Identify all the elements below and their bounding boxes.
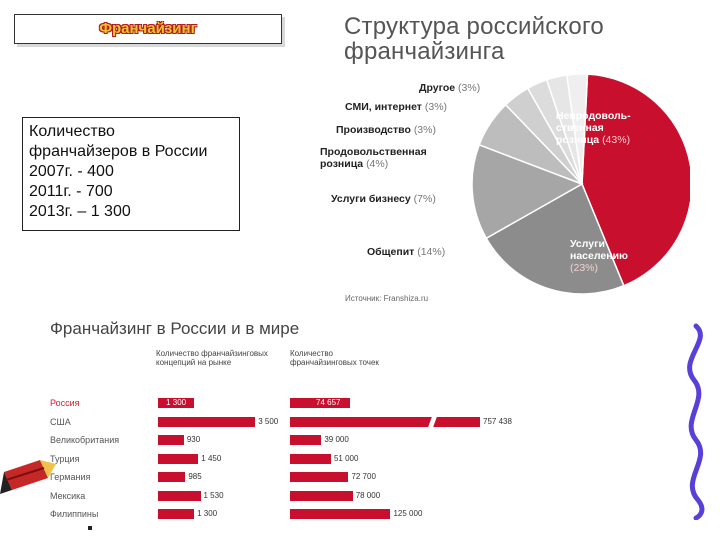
- info-line: 2013г. – 1 300: [29, 203, 131, 220]
- bar-concepts: [158, 454, 198, 464]
- info-line: Количество: [29, 123, 115, 140]
- slide-title-box: [14, 14, 282, 44]
- slide-title: Франчайзинг: [99, 20, 197, 37]
- country-label: Россия: [50, 398, 80, 408]
- bar-concepts-value: 1 300: [166, 398, 187, 407]
- info-line: 2011г. - 700: [29, 183, 113, 200]
- bar-outlets: [290, 472, 348, 482]
- info-line: 2007г. - 400: [29, 163, 114, 180]
- country-label: США: [50, 416, 71, 427]
- pie-title-line-2: франчайзинга: [344, 38, 505, 65]
- bar-concepts: [158, 417, 255, 427]
- info-line: франчайзеров в России: [29, 143, 208, 160]
- bar-outlets: [290, 491, 353, 501]
- pie-title-line-1: Структура российского: [344, 13, 604, 40]
- bar-concepts: [158, 509, 194, 519]
- bar-concepts: [158, 472, 185, 482]
- pie-chart: [420, 66, 690, 301]
- bar-col1-head: Количество франчайзинговых концепций на рынке: [156, 349, 268, 367]
- pie-label-production: Производство (3%): [336, 124, 436, 136]
- bar-concepts-value: 1 300: [197, 509, 218, 518]
- bar-outlets-value: 39 000: [324, 435, 349, 444]
- pie-label-media: СМИ, интернет (3%): [345, 101, 448, 113]
- bar-chart-title: Франчайзинг в России и в мире: [50, 319, 300, 338]
- bar-concepts: [158, 435, 184, 445]
- bar-outlets: [290, 454, 331, 464]
- bar-outlets-value: 78 000: [355, 490, 381, 500]
- info-box: [22, 117, 240, 231]
- squiggle-decoration-icon: [676, 320, 720, 520]
- pie-label-business: Услуги бизнесу (7%): [331, 193, 436, 205]
- pie-label-other: Другое (3%): [419, 82, 481, 94]
- country-label: Германия: [50, 472, 91, 482]
- bar-outlets-value: 74 657: [316, 398, 341, 407]
- bar-outlets: [290, 435, 321, 445]
- bar-concepts-value: 985: [188, 472, 202, 481]
- bar-outlets-value: 72 700: [351, 472, 376, 481]
- dot-decoration: [88, 526, 92, 530]
- bar-concepts-value: 3 500: [258, 416, 279, 426]
- bar-concepts-value: 930: [186, 435, 201, 444]
- pie-source: Источник: Franshiza.ru: [345, 294, 429, 303]
- bar-concepts-value: 1 530: [203, 490, 224, 500]
- pie-label-food-retail: Продовольственная розница (4%): [320, 146, 427, 170]
- country-label: Турция: [50, 453, 80, 464]
- pie-label-services: Услуги населению (23%): [570, 238, 628, 274]
- bar-outlets: [290, 417, 480, 427]
- pie-chart-title: [344, 14, 604, 64]
- bar-outlets-value: 757 438: [483, 416, 512, 426]
- bar-col2-head: Количество франчайзинговых точек: [290, 349, 379, 367]
- country-label: Мексика: [50, 490, 86, 501]
- bar-outlets-value: 125 000: [393, 509, 423, 518]
- pencil-icon: [0, 450, 60, 510]
- country-label: Великобритания: [50, 435, 120, 445]
- pie-label-nonfood: Непродоволь- ственная розница (43%): [556, 110, 631, 146]
- bar-concepts-value: 1 450: [201, 453, 222, 463]
- bar-outlets: [290, 509, 390, 519]
- bar-concepts: [158, 491, 201, 501]
- pie-label-catering: Общепит (14%): [367, 246, 446, 258]
- bar-outlets-value: 51 000: [333, 453, 359, 463]
- country-label: Филиппины: [50, 509, 99, 519]
